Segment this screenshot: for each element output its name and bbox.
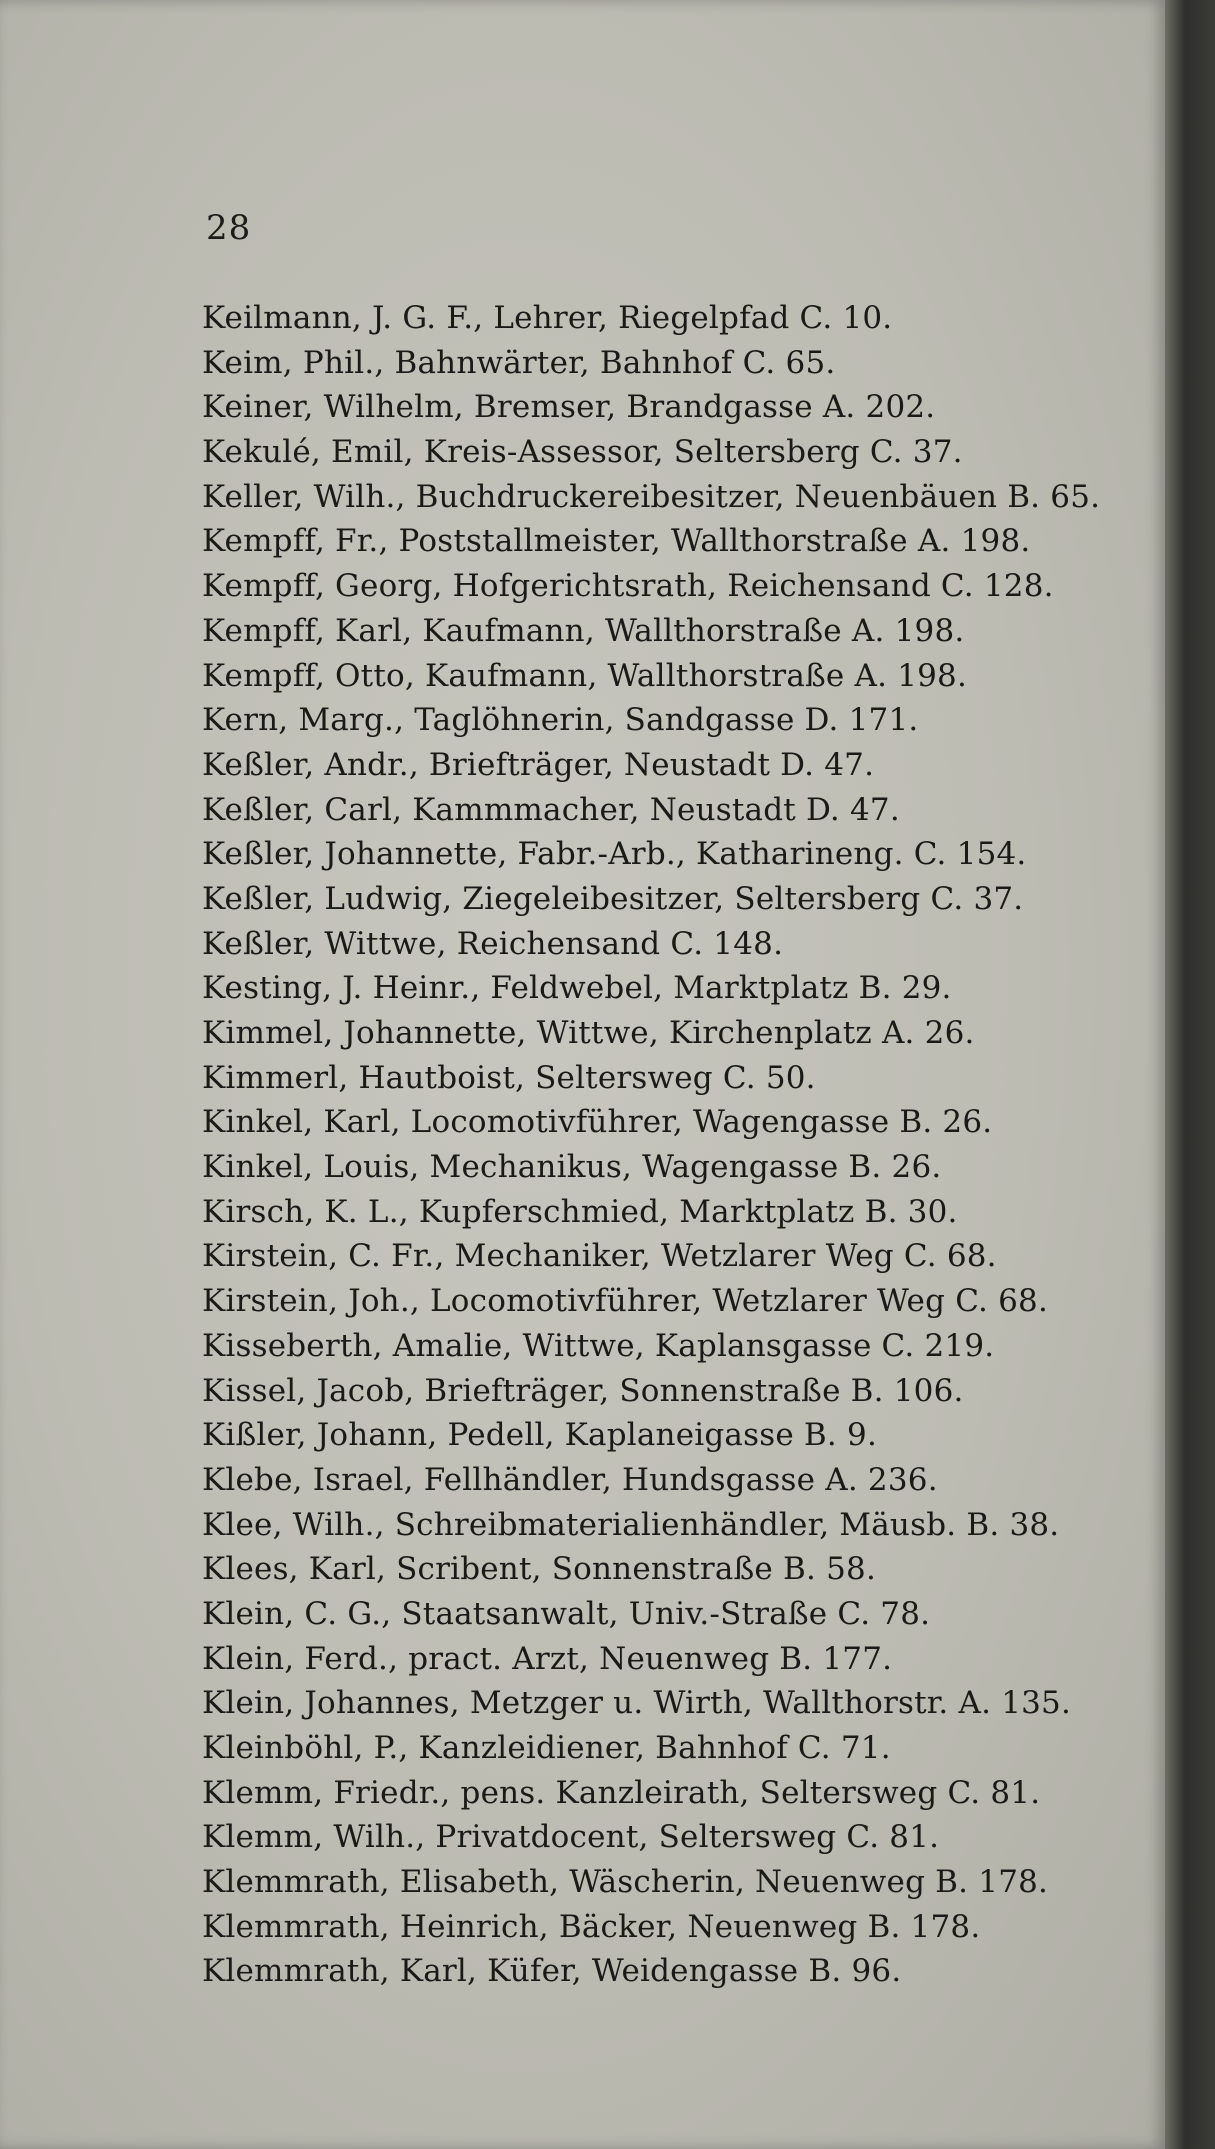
directory-entry: Klein, Ferd., pract. Arzt, Neuenweg B. 177. [202, 1640, 893, 1677]
directory-entry: Klemm, Friedr., pens. Kanzleirath, Seltersweg C. 81. [202, 1774, 1041, 1811]
directory-entry: Klein, C. G., Staatsanwalt, Univ.-Straße C. 78. [202, 1595, 931, 1632]
directory-entry: Keiner, Wilhelm, Bremser, Brandgasse A. 202. [202, 389, 936, 426]
directory-entry: Kempff, Fr., Poststallmeister, Wallthorstraße A. 198. [202, 523, 1031, 560]
directory-entry: Klees, Karl, Scribent, Sonnenstraße B. 58. [202, 1551, 877, 1588]
directory-entry: Kleinböhl, P., Kanzleidiener, Bahnhof C. 71. [202, 1730, 891, 1766]
directory-entry: Kisseberth, Amalie, Wittwe, Kaplansgasse C. 219. [202, 1327, 995, 1364]
directory-entry: Kempff, Otto, Kaufmann, Wallthorstraße A. 198. [202, 657, 968, 694]
directory-entry: Klee, Wilh., Schreibmaterialienhändler, Mäusb. B. 38. [202, 1506, 1060, 1543]
directory-entry: Klemmrath, Heinrich, Bäcker, Neuenweg B. 178. [202, 1908, 981, 1945]
directory-entry: Klein, Johannes, Metzger u. Wirth, Wallthorstr. A. 135. [202, 1685, 1072, 1722]
directory-entry: Kekulé, Emil, Kreis-Assessor, Seltersberg C. 37. [202, 434, 963, 471]
directory-entry: Kinkel, Louis, Mechanikus, Wagengasse B. 26. [202, 1149, 942, 1186]
directory-entry: Klebe, Israel, Fellhändler, Hundsgasse A. 236. [202, 1461, 938, 1498]
directory-entry: Kesting, J. Heinr., Feldwebel, Marktplatz B. 29. [202, 970, 952, 1007]
directory-entry: Keim, Phil., Bahnwärter, Bahnhof C. 65. [202, 344, 836, 381]
directory-entry: Klemmrath, Karl, Küfer, Weidengasse B. 96. [202, 1953, 902, 1990]
directory-entry: Kirstein, C. Fr., Mechaniker, Wetzlarer Weg C. 68. [202, 1238, 997, 1275]
directory-entry: Keilmann, J. G. F., Lehrer, Riegelpfad C. 10. [202, 300, 893, 336]
directory-entry: Kissel, Jacob, Briefträger, Sonnenstraße B. 106. [202, 1372, 964, 1409]
directory-entry: Kimmel, Johannette, Wittwe, Kirchenplatz A. 26. [202, 1015, 975, 1051]
directory-entry: Keßler, Andr., Briefträger, Neustadt D. 47. [202, 746, 875, 783]
directory-entry: Klemmrath, Elisabeth, Wäscherin, Neuenweg B. 178. [202, 1864, 1049, 1901]
directory-entry: Kinkel, Karl, Locomotivführer, Wagengasse B. 26. [202, 1104, 993, 1141]
directory-entry: Keßler, Ludwig, Ziegeleibesitzer, Seltersberg C. 37. [202, 880, 1024, 917]
directory-entry: Keßler, Wittwe, Reichensand C. 148. [202, 925, 784, 962]
directory-entry: Keßler, Carl, Kammmacher, Neustadt D. 47. [202, 791, 900, 828]
directory-entry: Keller, Wilh., Buchdruckereibesitzer, Neuenbäuen B. 65. [202, 478, 1101, 515]
directory-entry: Klemm, Wilh., Privatdocent, Seltersweg C. 81. [202, 1819, 940, 1856]
directory-entry: Kißler, Johann, Pedell, Kaplaneigasse B. 9. [202, 1417, 877, 1454]
directory-entry: Kern, Marg., Taglöhnerin, Sandgasse D. 171. [202, 702, 919, 739]
directory-entry: Kempff, Karl, Kaufmann, Wallthorstraße A. 198. [202, 612, 965, 649]
book-spine-edge [1165, 0, 1215, 2149]
directory-entry: Kirsch, K. L., Kupferschmied, Marktplatz B. 30. [202, 1193, 958, 1230]
directory-entry: Kimmerl, Hautboist, Seltersweg C. 50. [202, 1059, 816, 1096]
directory-entry: Keßler, Johannette, Fabr.-Arb., Katharineng. C. 154. [202, 836, 1027, 873]
page-number: 28 [206, 208, 252, 248]
directory-entry: Kirstein, Joh., Locomotivführer, Wetzlarer Weg C. 68. [202, 1283, 1049, 1320]
directory-entry: Kempff, Georg, Hofgerichtsrath, Reichensand C. 128. [202, 568, 1054, 605]
directory-list [202, 296, 1172, 1994]
